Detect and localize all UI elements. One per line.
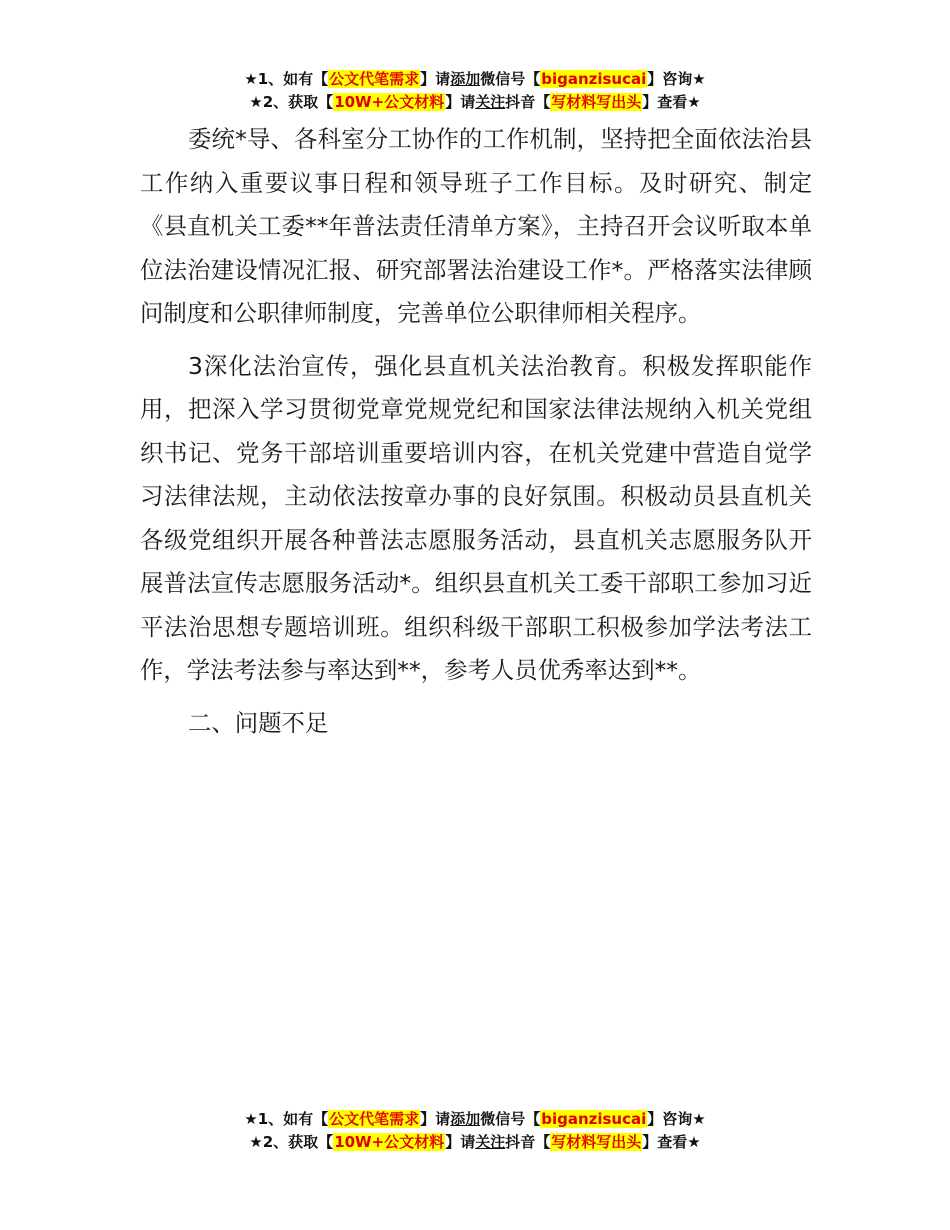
promo-wechat-id: biganzisucai [541, 70, 647, 88]
promo-underlined-text: 关注 [475, 93, 506, 111]
footer-promo-banner [0, 1108, 950, 1154]
promo-text: 微信号【 [480, 1110, 541, 1128]
promo-text: 抖音【 [505, 93, 551, 111]
promo-douyin-account: 写材料写出头 [551, 1133, 642, 1151]
promo-text: 】咨询★ [647, 1110, 706, 1128]
promo-text: 】请 [420, 1110, 451, 1128]
paragraph-legal-education: 3深化法治宣传，强化县直机关法治教育。积极发挥职能作用，把深入学习贯彻党章党规党纪和国家法律法规纳入机关党组织书记、党务干部培训重要培训内容，在机关党建中营造自觉学习法律法规，主动依法按章办事的良好氛围。积极动员县直机关各级党组织开展各种普法志愿服务活动，县直机关志愿服务队开展普法宣传志愿服务活动*。组织县直机关工委干部职工参加习近平法治思想专题培训班。组织科级干部职工积极参加学法考法工作，学法考法参与率达到**，参考人员优秀率达到**。 [140, 351, 812, 684]
promo-text: 】查看★ [642, 93, 701, 111]
promo-text: ★2、获取【 [249, 1133, 334, 1151]
promo-text: 】请 [420, 70, 451, 88]
promo-text: 抖音【 [505, 1133, 551, 1151]
promo-text: ★1、如有【 [244, 1110, 329, 1128]
promo-highlight: 10W+公文材料 [334, 1133, 445, 1151]
promo-text: ★2、获取【 [249, 93, 334, 111]
promo-underlined-text: 关注 [475, 1133, 506, 1151]
promo-wechat-id: biganzisucai [541, 1110, 647, 1128]
promo-line-1 [0, 68, 950, 91]
promo-line-1 [0, 1108, 950, 1131]
promo-highlight: 10W+公文材料 [334, 93, 445, 111]
section-heading-problems: 二、问题不足 [188, 708, 329, 737]
paragraph-work-mechanism: 委统*导、各科室分工协作的工作机制，坚持把全面依法治县工作纳入重要议事日程和领导班子工作目标。及时研究、制定《县直机关工委**年普法责任清单方案》，主持召开会议听取本单位法治建设情况汇报、研究部署法治建设工作*。严格落实法律顾问制度和公职律师制度，完善单位公职律师相关程序。 [140, 125, 812, 327]
promo-text: 】请 [445, 93, 476, 111]
promo-underlined-text: 添加 [450, 70, 481, 88]
promo-text: 】请 [445, 1133, 476, 1151]
promo-highlight: 公文代笔需求 [329, 1110, 420, 1128]
document-body [140, 118, 812, 745]
promo-underlined-text: 添加 [450, 1110, 481, 1128]
header-promo-banner [0, 68, 950, 114]
promo-text: ★1、如有【 [244, 70, 329, 88]
promo-text: 微信号【 [480, 70, 541, 88]
promo-highlight: 公文代笔需求 [329, 70, 420, 88]
promo-text: 】查看★ [642, 1133, 701, 1151]
promo-douyin-account: 写材料写出头 [551, 93, 642, 111]
promo-line-2 [0, 91, 950, 114]
promo-text: 】咨询★ [647, 70, 706, 88]
promo-line-2 [0, 1131, 950, 1154]
